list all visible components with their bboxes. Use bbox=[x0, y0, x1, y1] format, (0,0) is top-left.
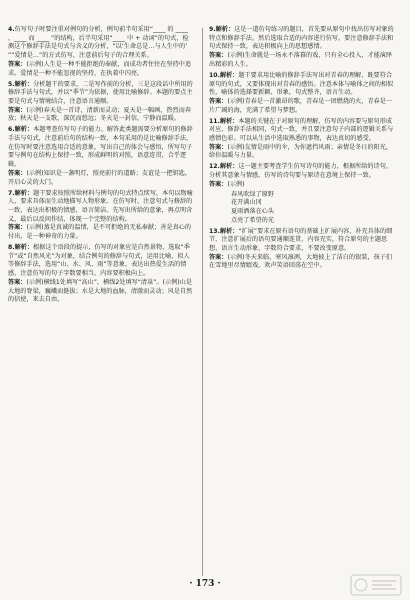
exercise-explanation bbox=[8, 190, 194, 225]
exercise-explanation bbox=[209, 72, 395, 98]
exercise-number: 13. bbox=[209, 227, 220, 235]
explanation-text: 分析题干的要求，二是写作前的分析，三是这段话中所用的修辞手法与句式，并以“季节”为依据，使用比喻修辞。本题的要点主要是句式与情境结合，注意语言通顺。 bbox=[8, 80, 193, 105]
answer-text: (示例)春天是一首诗，清新而灵动；夏天是一幅画，热烈而奔放；秋天是一支歌，深沉而悠远；冬天是一封信，宁静而温暖。 bbox=[8, 106, 192, 123]
watermark-stamp-icon bbox=[350, 574, 402, 596]
answer-text: (示例)友情是雨中的伞，为你遮挡风雨；亲情是冬日的阳光，给你温暖与力量。 bbox=[209, 143, 393, 160]
exercise-number: 4. bbox=[8, 26, 15, 33]
exercise-number: 5. bbox=[8, 80, 15, 88]
explanation-label: 解析： bbox=[219, 71, 239, 79]
explanation-text: “扩展”要求在原有语句的基础上扩展内容，补充具体的细节，注意扩展后的语句要通顺连贯，内容充实，符合原句的主题思想，语言生动形象，字数符合要求，不要改变原意。 bbox=[209, 227, 393, 253]
explanation-label: 解析： bbox=[219, 227, 239, 235]
exercise-number: 12. bbox=[209, 163, 220, 171]
column-divider bbox=[202, 28, 203, 576]
exercise-explanation bbox=[209, 163, 395, 180]
answer-line bbox=[8, 279, 194, 305]
exercise-number: 6. bbox=[8, 126, 15, 134]
explanation-text: 仿写句子时要注重对例句的分析，例句前半句采用“____ 的 ____ ，____ 而 ____ ”的结构，后半句采用“____ 中 + 动词”的句式，检测这个修辞手法是句式与含义的分析，“以‘生命总是…与人生中的’ ”“爱情是…”的方式仿写，注意前后句子的合理关系。 bbox=[8, 26, 189, 60]
poem-line: 春风吹绿了原野 bbox=[231, 190, 275, 198]
left-column bbox=[8, 26, 194, 307]
answer-label: 答案： bbox=[8, 169, 27, 177]
page-number: · 173 · bbox=[189, 579, 221, 589]
explanation-text: 题干要求用比喻的修辞手法写出对青春的理解，既要符合原句的句式，又要体现出对青春的感悟。注意本体与喻体之间的相似性，喻体的选择要新颖、形象，句式整齐，语言生动。 bbox=[209, 71, 394, 97]
exercise-item bbox=[209, 72, 395, 116]
answer-label: 答案： bbox=[209, 180, 228, 188]
answer-label: 答案： bbox=[209, 143, 228, 151]
answer-line bbox=[209, 254, 395, 271]
answer-line bbox=[8, 107, 194, 124]
answer-text: (示例)冬天来临，寒风凛冽，大地披上了洁白的银装，孩子们在雪地里尽情嬉戏，欢声笑语回荡在空中。 bbox=[209, 253, 393, 270]
answer-text: (示例)蒸是真诚的温情，是不可拒绝的无私奉献；善是真心的付出，是一种神奇的力量。 bbox=[8, 224, 192, 241]
poem-line: 花开满山冈 bbox=[231, 199, 262, 207]
exercise-item bbox=[8, 244, 194, 305]
answer-text: (示例)青春是一首激昂的歌，青春是一团燃烧的火，青春是一片广阔的海，充满了希望与梦想。 bbox=[209, 97, 393, 114]
exercise-item bbox=[209, 118, 395, 162]
explanation-text: 本题的关键在于对原句的理解，仿写的内容要与原句形成对应，修辞手法相同，句式一致，并且要注意句子内部的逻辑关系与感情色彩。可以从生活中选取熟悉的事物，表达真切的感受。 bbox=[209, 117, 394, 143]
answer-text: (示例)横线1处填写“高山”，横线2处填写“清泉”。(示例)山是大地的脊梁，巍峨而挺拔；水是大地的血脉，清澈而灵动；风是自然的信使，来去自由。 bbox=[8, 278, 193, 304]
answer-label: 答案： bbox=[209, 97, 228, 105]
answer-label: 答案： bbox=[209, 253, 228, 261]
answer-poem bbox=[231, 191, 395, 226]
exercise-item bbox=[209, 163, 395, 225]
exercise-explanation bbox=[8, 244, 194, 279]
answer-line bbox=[8, 170, 194, 187]
exercise-explanation bbox=[209, 26, 395, 52]
answer-line bbox=[209, 144, 395, 161]
explanation-text: 本题考查仿写句子的能力。解答此类题需要分析原句的修辞手法与句式，注意前后句的结构一致，本句采用的是比喻修辞手法，在仿写时要注意选用合适的意象，写出自己的体会与感悟，所写句子要与例句在结构上保持一致，形成鲜明的对照，语意连贯，合乎逻辑。 bbox=[8, 126, 193, 169]
answer-line bbox=[8, 224, 194, 241]
exercise-item bbox=[8, 81, 194, 125]
explanation-label: 解析： bbox=[14, 126, 34, 134]
explanation-text: 这是一道仿句练习的题目，首先要从原句中找出仿写对象的特点和修辞手法，然后选取合适的内容进行仿写。要注意修辞手法和句式保持一致，表达积极向上的思想感情。 bbox=[209, 26, 394, 51]
exercise-number: 7. bbox=[8, 189, 15, 197]
exercise-explanation bbox=[209, 228, 395, 254]
explanation-text: 题干要求按照所给材料与例句的句式特点续写，本句以物喻人，要求具体而生动地描写人物形象。在仿写时，注意句式与修辞的一致，表达出积极的情感，语言简洁。先写出所给的意象，再点明含义，最后以反问作结，体现一个完整的结构。 bbox=[8, 189, 193, 223]
answer-line bbox=[209, 52, 395, 69]
explanation-label: 解析： bbox=[14, 244, 34, 252]
answer-text: (示例)知识是一盏明灯，照亮前行的道路；友谊是一把钥匙，开启心灵的大门。 bbox=[8, 169, 192, 186]
explanation-label: 解析： bbox=[14, 80, 34, 88]
exercise-explanation bbox=[8, 81, 194, 107]
explanation-label: 解析： bbox=[219, 117, 239, 125]
poem-line: 点亮了希望的光 bbox=[231, 216, 275, 224]
explanation-text: 这一题主要考查学生仿写诗句的能力，根据所给的诗句，分析其意象与情感，仿写的诗句要与原诗在意境上保持一致。 bbox=[209, 163, 392, 180]
answer-label: 答案： bbox=[8, 106, 27, 114]
answer-line bbox=[8, 61, 194, 78]
answer-line bbox=[209, 181, 395, 190]
explanation-label: 解析： bbox=[215, 26, 235, 33]
exercise-number: 9. bbox=[209, 26, 216, 33]
exercise-number: 8. bbox=[8, 244, 15, 252]
poem-line: 夏雨洒落在心头 bbox=[231, 207, 275, 215]
explanation-label: 解析： bbox=[219, 163, 239, 171]
answer-text: (示例)人生是一种不能拒绝的奉献，而成功者往往在坚持中追求。爱情是一种不能忽视的坚持，在执着中闪亮。 bbox=[8, 60, 192, 77]
exercise-item bbox=[8, 190, 194, 242]
answer-label: 答案： bbox=[8, 224, 27, 232]
exercise-explanation bbox=[8, 126, 194, 170]
answer-label: 答案： bbox=[8, 60, 27, 68]
answer-line bbox=[209, 98, 395, 115]
explanation-text: 根据这个语段的提示，仿写的对象应是自然景物，选取“季节”或“自然风光”为对象，结合例句的修辞与句式，运用比喻、拟人等修辞手法，选用“山、水、风、雨”等意象，表达出热爱生活的情感，注意仿写的句子字数要相当，内容要积极向上。 bbox=[8, 244, 190, 278]
exercise-item bbox=[209, 26, 395, 70]
exercise-explanation bbox=[209, 118, 395, 144]
exercise-explanation bbox=[8, 26, 194, 61]
right-column bbox=[209, 26, 395, 273]
exercise-number: 11. bbox=[209, 117, 220, 125]
answer-text: (示例) bbox=[227, 180, 245, 188]
exercise-number: 10. bbox=[209, 71, 220, 79]
answer-label: 答案： bbox=[209, 52, 228, 60]
exercise-item bbox=[8, 126, 194, 187]
exercise-item bbox=[8, 26, 194, 78]
answer-text: (示例)生命就是一场永不落幕的戏，只有全心投入，才能演绎出精彩的人生。 bbox=[209, 52, 393, 68]
exercise-item bbox=[209, 228, 395, 272]
explanation-label: 解析： bbox=[14, 189, 34, 197]
answer-label: 答案： bbox=[8, 278, 27, 286]
